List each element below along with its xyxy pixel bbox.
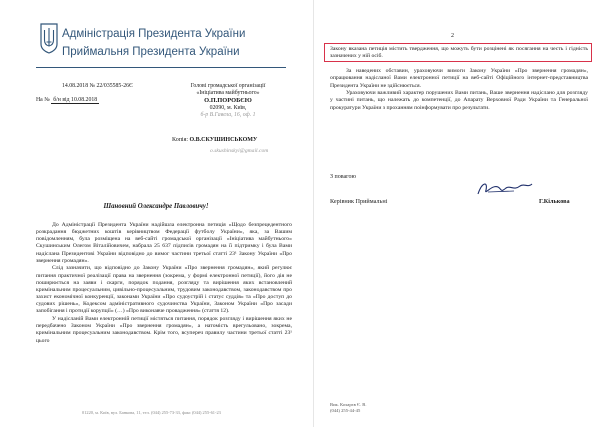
- addressee-address-redacted: б-р В.Гавела, 16, оф. 1: [200, 111, 256, 118]
- highlighted-text: Закону вказана петиція містить твердження, що можуть бути розцінені як посягання на честь і гідність зазначених у ній осіб.: [330, 46, 588, 60]
- page-footer: 01220, м. Київ, вул. Банкова, 11, тел. (044) 255-73-33, факс (044) 255-61-23: [82, 410, 221, 415]
- addressee-name: О.П.ПОРОБЄЮ: [204, 97, 252, 105]
- trident-emblem-icon: [40, 22, 58, 54]
- signatory-title: Керівник Приймальні: [330, 198, 388, 205]
- salutation: Шановний Олександре Павловичу!: [103, 203, 209, 210]
- copy-recipient: [172, 137, 257, 143]
- incoming-reference: [36, 97, 99, 103]
- executor-info: [330, 402, 366, 414]
- closing-respect: З повагою: [330, 174, 356, 180]
- addressee-line-1: Голові громадської організації: [190, 83, 266, 89]
- signatory-name: Г.Кількова: [539, 198, 570, 205]
- body-paragraph: Слід зазначити, що відповідно до Закону України «Про звернення громадян», який регулює питання практичної реалізації права на звернення (зокрема, у формі електронної петиції), його дія не поширюється на заяви і скарги, порядок подання, розгляду та вирішення яких встановлений кримінальним процесуальним, цивільно-процесуальним, трудовим законодавством, законодавством про захист економічної конкуренції, законами України «Про судоустрій і статус суддів» та «Про доступ до судових рішень», Кодексом адміністративного судочинства України, Законом України «Про засади запобігання і протидії корупції» (…) «Про виконавче провадження» (стаття 12).: [36, 265, 292, 315]
- body-paragraph: До Адміністрації Президента України надійшла електронна петиція «Щодо безпрецедентного розкрадання бюджетних коштів керівництвом Федерації футболу України», яка, за Вашим повідомленням, була розміщена на веб-сайті громадської організації «Ініціатива майбутнього» Скушинським Олегом Віталійовичем, набрала 25 637 підписів громадян на її підтримку і була Вами надіслана Президентові України відповідно до вимог частини третьої статті 23¹ Закону України «Про звернення громадян».: [36, 222, 292, 264]
- copy-email-redacted: o.skushinskyi@gmail.com: [210, 148, 269, 154]
- letter-page-2: [313, 0, 600, 427]
- organization-name: Адміністрація Президента України: [62, 28, 246, 40]
- body-paragraph: У надісланій Вами електронній петиції містяться питання, порядок розгляду і вирішення яких не передбачено Законом України «Про звернення громадян», а натомість врегульовано, зокрема, кримінальним процесуальним законодавством. Крім того, всупереч правилу частини третьої статті 23¹ цього: [36, 316, 292, 344]
- addressee-address: 02090, м. Київ,: [209, 104, 247, 111]
- copy-name: О.В.СКУШИНСЬКОМУ: [189, 137, 258, 143]
- body-paragraph: За наведених обставин, ураховуючи вимоги Закону України «Про звернення громадян», опрацювання надісланої Вами електронної петиції на веб-сайті Офіційного інтернет-представництва Президента України не здійснюється.: [330, 68, 588, 89]
- header-divider: [36, 67, 286, 68]
- incoming-value: б/н від 10.08.2018: [53, 97, 98, 103]
- document-date-number: 14.08.2018 № 22/035585-26Є: [62, 83, 133, 89]
- incoming-label: На №: [36, 97, 50, 103]
- addressee-block: [168, 83, 288, 119]
- executor-name: Вик. Кохарєв Є. В.: [330, 402, 367, 407]
- handwritten-signature-icon: [474, 178, 534, 198]
- copy-label: Копія:: [172, 137, 189, 143]
- letter-body-page-2: [330, 46, 588, 112]
- page-number: 2: [451, 33, 454, 39]
- office-name: Приймальня Президента України: [62, 46, 240, 58]
- executor-phone: (044) 255-44-45: [330, 408, 361, 413]
- addressee-line-2: «Ініціатива майбутнього»: [196, 90, 260, 97]
- body-paragraph: Ураховуючи важливий характер порушених Вами питань, Ваше звернення надіслано для розгляду у частині питань, що належать до компетенції, до Апарату Верховної Ради України та Генеральної прокуратури України з проханням поінформувати про результати.: [330, 90, 588, 111]
- letter-body-page-1: [36, 222, 292, 345]
